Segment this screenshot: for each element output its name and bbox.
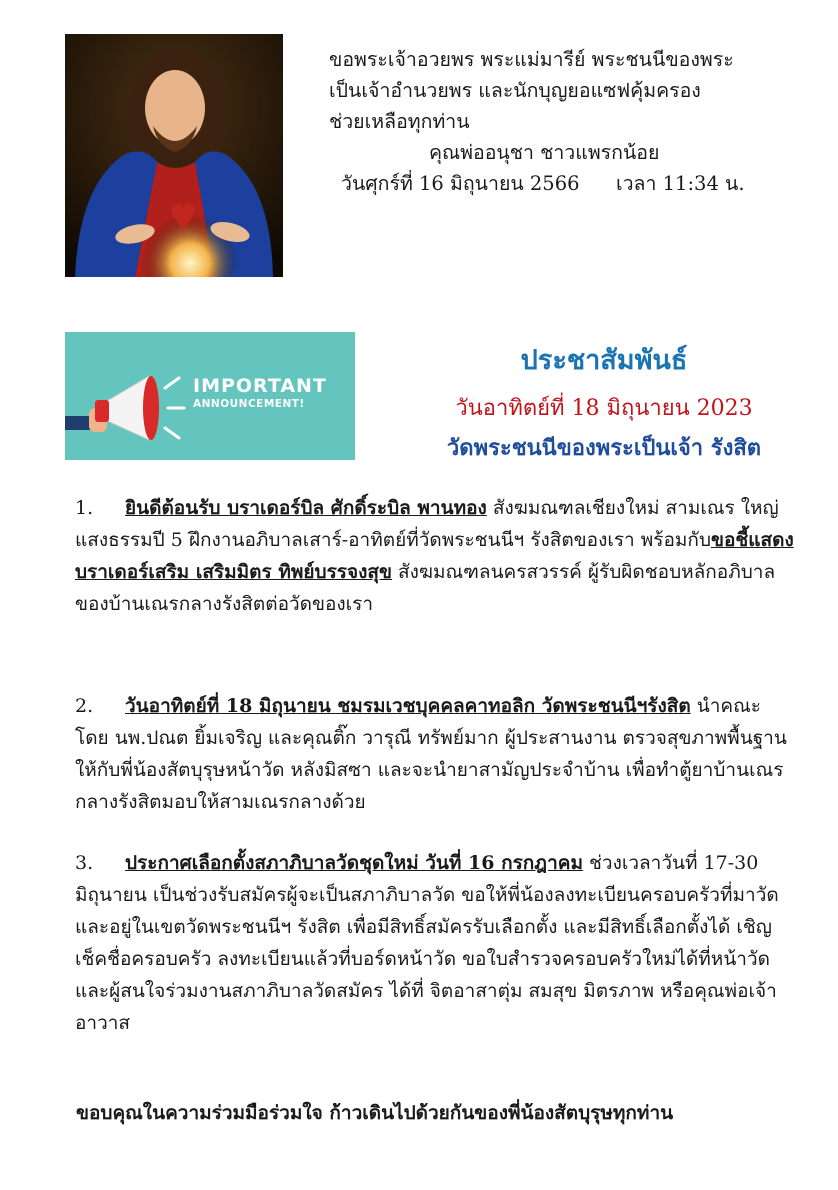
blessing-datetime (341, 168, 799, 199)
item-heading: ประกาศเลือกตั้งสภาภิบาลวัดชุดใหม่ วันที่ 16 กรกฎาคม (125, 852, 583, 874)
blessing-date: วันศุกร์ที่ 16 มิถุนายน 2566 (341, 172, 580, 195)
announcement-item-2 (75, 690, 795, 818)
item-number: 3. (75, 852, 94, 874)
item-text: นำคณะ โดย นพ.ปณต ยิ้มเจริญ และคุณติ๊ก วารุณี ทรัพย์มาก ผู้ประสานงาน ตรวจสุขภาพพื้นฐานให้กับพี่น้องสัตบุรุษหน้าวัด หลังมิสซา และจะนำยาสามัญประจำบ้าน เพื่อทำตู้ยาบ้านเณรกลางรังสิตมอบให้สามเณรกลางด้วย (75, 695, 787, 813)
item-number: 1. (75, 497, 94, 519)
sacred-heart-image (65, 34, 283, 277)
item-heading: ยินดีต้อนรับ บราเดอร์บิล ศักดิ์ระบิล พานทอง (125, 497, 487, 519)
blessing-line: เป็นเจ้าอำนวยพร และนักบุญยอแซฟคุ้มครอง (329, 79, 701, 102)
important-announcement-banner (65, 332, 355, 460)
blessing-signature: คุณพ่ออนุชา ชาวแพรกน้อย (429, 141, 660, 164)
parish-name: วัดพระชนนีของพระเป็นเจ้า รังสิต (446, 435, 762, 461)
banner-line-important: IMPORTANT (193, 375, 327, 397)
item-text: ช่วงเวลาวันที่ 17-30 มิถุนายน เป็นช่วงรับสมัครผู้จะเป็นสภาภิบาลวัด ขอให้พี่น้องลงทะเบียนครอบครัวที่มาวัด และอยู่ในเขตวัดพระชนนีฯ รังสิต เพื่อมีสิทธิ์สมัครรับเลือกตั้ง และมีสิทธิ์เลือกตั้งได้ เชิญเช็คชื่อครอบครัว ลงทะเบียนแล้วที่บอร์ดหน้าวัด ขอใบสำรวจครอบครัวใหม่ได้ที่หน้าวัด และผู้สนใจร่วมงานสภาภิบาลวัดสมัคร ได้ที่ จิตอาสาตุ่ม สมสุข มิตรภาพ หรือคุณพ่อเจ้าอาวาส (75, 852, 779, 1034)
closing-thanks: ขอบคุณในความร่วมมือร่วมใจ ก้าวเดินไปด้วยกันของพี่น้องสัตบุรุษทุกท่าน (76, 1102, 674, 1124)
announcement-date: วันอาทิตย์ที่ 18 มิถุนายน 2023 (455, 396, 753, 421)
blessing-block (329, 44, 799, 199)
item-heading-secondary: ขอชี้แสดง บราเดอร์เสริม เสริมมิตร ทิพย์บรรจงสุข (75, 529, 794, 583)
item-text: สังฆมณฑลเชียงใหม่ สามเณร ใหญ่แสงธรรมปี 5 ฝึกงานอภิบาลเสาร์-อาทิตย์ที่วัดพระชนนีฯ รังสิตของเรา พร้อมกับ (75, 497, 779, 551)
blessing-line: ขอพระเจ้าอวยพร พระแม่มารีย์ พระชนนีของพระ (329, 48, 734, 71)
blessing-line: ช่วยเหลือทุกท่าน (329, 110, 470, 133)
blessing-time: เวลา 11:34 น. (615, 172, 745, 195)
announcement-item-3 (75, 847, 795, 1039)
banner-line-announcement: ANNOUNCEMENT! (193, 398, 305, 410)
banner-text (193, 375, 327, 410)
item-heading: วันอาทิตย์ที่ 18 มิถุนายน ชมรมเวชบุคคลคาทอลิก วัดพระชนนีฯรังสิต (125, 695, 691, 717)
item-text: สังฆมณฑลนครสวรรค์ ผู้รับผิดชอบหลักอภิบาลของบ้านเณรกลางรังสิตต่อวัดของเรา (75, 561, 776, 615)
announcement-item-1 (75, 492, 795, 620)
page-title: ประชาสัมพันธ์ (520, 345, 688, 376)
item-number: 2. (75, 695, 94, 717)
megaphone-icon (65, 332, 190, 460)
